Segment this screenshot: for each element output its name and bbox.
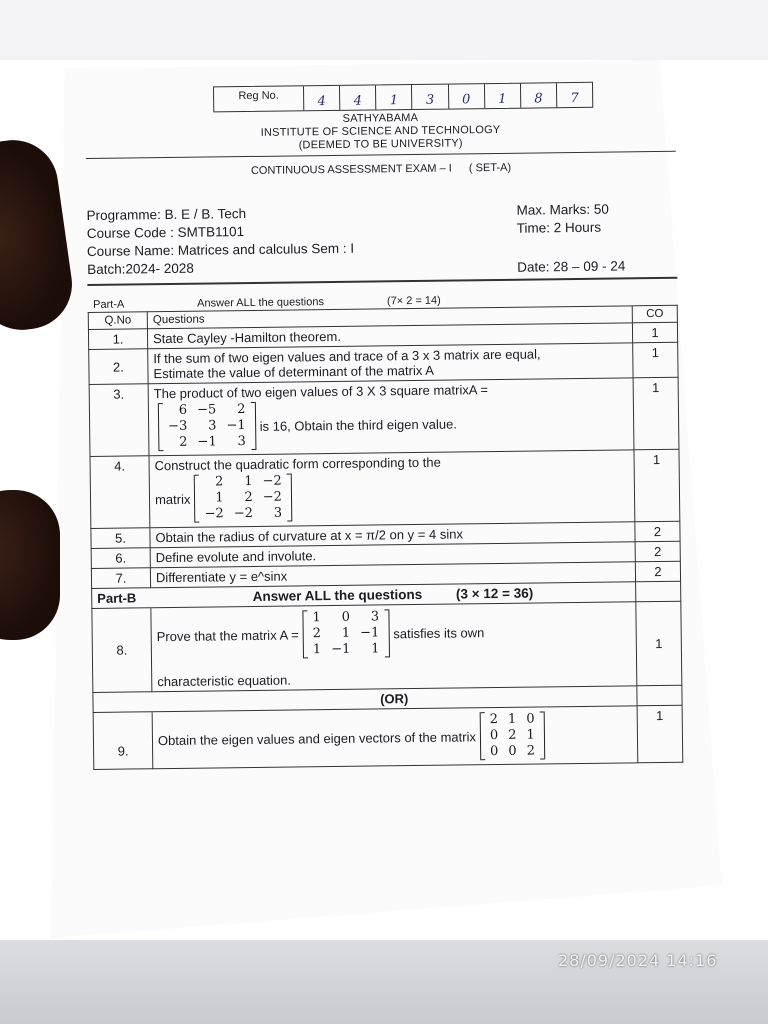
q-number: 6. [91,548,150,569]
matrix-cell: 1 [312,610,321,626]
q-co: 1 [634,449,680,522]
reg-digit: 0 [448,84,484,108]
institution-line1: SATHYABAMA [342,111,419,125]
part-a-marks: (7× 2 = 14) [386,294,441,308]
q-text-line2: satisfies its own [393,624,485,641]
reg-no-box [213,82,593,113]
meta-right [516,200,677,277]
photo-timestamp: 28/09/2024 14:16 [558,951,718,970]
table-row [89,377,679,456]
part-b-marks: (3 × 12 = 36) [455,585,534,602]
spacer [93,692,152,713]
reg-no-label: Reg No. [214,86,304,111]
q-number: 1. [88,329,147,350]
matrix-cell: −1 [226,418,246,434]
matrix-cell: −1 [360,625,380,641]
q-text-line1: If the sum of two eigen values and trace of a 3 x 3 matrix are equal, [153,346,541,367]
col-qno: Q.No [88,312,147,330]
matrix-cell: 2 [508,727,517,743]
q-text-line1: Prove that the matrix A = [156,626,299,644]
q-text-line1: The product of two eigen values of 3 X 3 square matrixA = [153,382,489,402]
max-marks: Max. Marks: 50 [516,201,609,218]
matrix-cell: −2 [262,473,282,489]
q-co: 1 [632,322,677,343]
matrix-cell: −3 [168,418,188,435]
table-row [92,601,682,692]
q-number: 5. [91,528,150,549]
meta-left [86,204,354,282]
q-text: Obtain the radius of curvature at x = π/2 on y = 4 sinx [150,522,635,548]
q-number: 4. [90,456,150,529]
q-text: Define evolute and involute. [150,542,635,568]
matrix-cell: 0 [490,743,499,760]
matrix-cell: 1 [312,642,322,658]
part-a-instruction-text: Answer ALL the questions [197,296,325,310]
reg-digit: 4 [340,85,376,109]
or-label: (OR) [152,686,637,712]
course-code: Course Code : SMTB1101 [86,224,245,241]
matrix-cell: 2 [179,434,188,450]
duration: Time: 2 Hours [516,219,602,236]
matrix-cell: 3 [237,434,246,450]
matrix-cell: 6 [178,402,188,418]
table-row [90,449,680,528]
q-text: Differentiate y = e^sinx [150,562,635,588]
matrix-cell: −2 [233,505,254,522]
q-text [152,706,638,769]
part-a-label: Part-A [93,298,125,311]
institution-line2: INSTITUTE OF SCIENCE AND TECHNOLOGY [260,123,501,139]
exam-name: CONTINUOUS ASSESSMENT EXAM – I [250,162,452,177]
q-number: 3. [89,384,149,457]
matrix-cell: −1 [197,434,217,450]
q-text-line1: Construct the quadratic form corresponding to the [154,454,441,474]
q-co: 1 [636,601,682,686]
reg-digit: 1 [485,84,521,108]
part-b-instruction-text: Answer ALL the questions [252,586,423,604]
matrix-cell: 2 [244,489,253,506]
matrix-cell: 0 [489,728,499,744]
q-text [148,378,634,456]
q-text [148,343,633,384]
spacer [636,581,681,602]
exam-date: Date: 28 – 09 - 24 [517,258,626,275]
matrix-cell: 1 [526,727,535,743]
table-row [93,705,683,769]
batch: Batch:2024- 2028 [87,260,194,277]
matrix-cell: 1 [244,473,253,490]
q-co: 1 [633,377,679,450]
col-co: CO [632,305,677,323]
matrix-cell: 2 [215,474,224,490]
matrix-cell: −5 [197,402,217,418]
matrix-cell: −2 [262,489,283,505]
col-questions: Questions [147,306,632,329]
q-co: 2 [635,561,680,582]
hand-finger-bottom [0,490,60,640]
matrix-cell: 3 [370,609,380,625]
q-co: 1 [637,705,683,763]
exam-set: ( SET-A) [468,161,512,175]
q-text-line2: is 16, Obtain the third eigen value. [259,415,458,434]
matrix-cell: 1 [215,490,224,506]
background-top [0,0,768,60]
q-text: State Cayley -Hamilton theorem. [147,323,632,349]
q-number: 2. [89,349,148,385]
q-text [149,450,635,528]
q-text-line1: Obtain the eigen values and eigen vectors of the matrix [157,728,477,748]
matrix-cell: 1 [341,625,351,641]
q-co: 2 [635,521,680,542]
matrix-cell: 2 [237,402,246,418]
programme: Programme: B. E / B. Tech [86,206,247,223]
q-text-line2: Estimate the value of determinant of the matrix A [153,362,434,382]
matrix-q9 [480,711,545,760]
matrix-cell: 2 [312,626,322,642]
reg-digit: 7 [570,90,579,107]
matrix-cell: −1 [331,641,351,658]
matrix-cell: 2 [526,743,536,759]
matrix-q8 [302,609,389,658]
matrix-q3 [158,402,256,451]
matrix-cell: 0 [508,743,517,759]
reg-digit: 3 [412,85,448,109]
matrix-cell: 0 [341,609,351,625]
spacer [632,291,677,306]
q-number: 8. [92,608,152,693]
q-number: 7. [91,568,150,589]
q-co: 1 [633,342,678,378]
spacer [637,685,682,706]
institution-header [85,109,675,155]
q-co: 2 [635,541,680,562]
exam-title [86,160,676,179]
matrix-cell: 3 [273,505,283,521]
matrix-cell: −2 [204,506,224,522]
q-text-line3: characteristic equation. [157,672,292,690]
q-text-line2: matrix [154,491,191,507]
reg-digit: 8 [521,83,557,107]
matrix-cell: 1 [371,641,380,657]
exam-meta [86,200,677,282]
course-name: Course Name: Matrices and calculus Sem : I [86,240,355,259]
reg-digit: 4 [304,86,340,110]
reg-digit: 1 [376,85,412,109]
q-text [151,602,637,692]
matrix-cell: 3 [208,418,217,434]
question-table [88,291,684,770]
matrix-cell: 1 [507,711,517,727]
matrix-cell: 2 [489,712,499,728]
institution-line3: (DEEMED TO BE UNIVERSITY) [298,137,463,152]
exam-page [85,81,683,770]
q-number: 9. [93,712,153,770]
part-b-label: Part-B [92,588,151,609]
matrix-cell: 0 [526,711,535,727]
matrix-q4 [194,474,292,523]
